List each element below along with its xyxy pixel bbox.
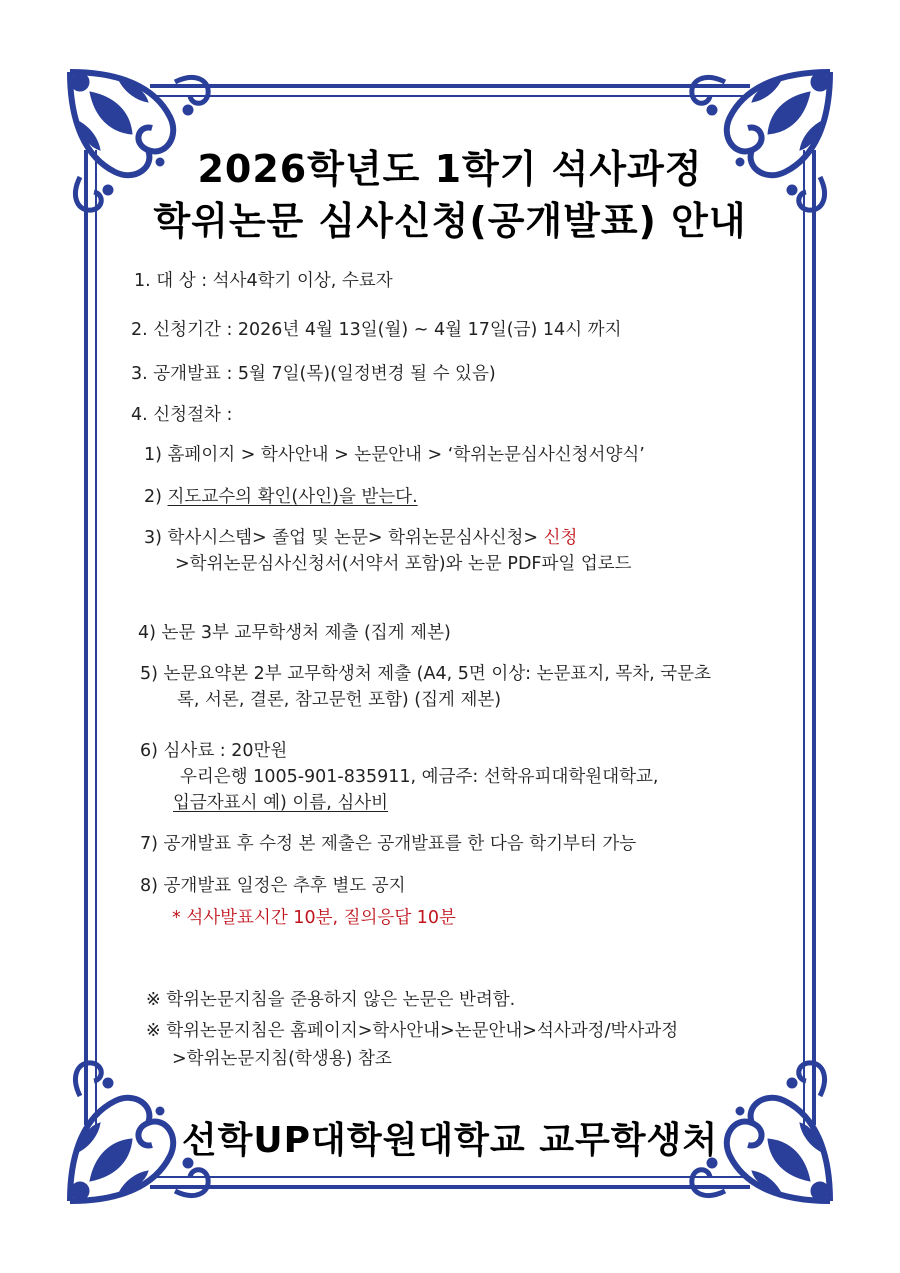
step-2-text: 지도교수의 확인(사인)을 받는다. [167, 487, 418, 507]
title-line-2: 학위논문 심사신청(공개발표) 안내 [153, 199, 747, 243]
step-3 [144, 527, 577, 549]
item-target: 1. 대 상 : 석사4학기 이상, 수료자 [134, 271, 393, 291]
item-procedure: 4. 신청절차 : [131, 405, 233, 425]
step-6-line-3: 입금자표시 예) 이름, 심사비 [173, 793, 389, 813]
item-presentation: 3. 공개발표 : 5월 7일(목)(일정변경 될 수 있음) [131, 364, 496, 384]
note-2-line-1: ※ 학위논문지침은 홈페이지>학사안내>논문안내>석사과정/박사과정 [146, 1021, 679, 1041]
note-1: ※ 학위논문지침을 준용하지 않은 논문은 반려함. [146, 990, 516, 1010]
issuer-footer: 선학UP대학원대학교 교무학생처 [181, 1120, 719, 1161]
step-7: 7) 공개발표 후 수정 본 제출은 공개발표를 한 다음 학기부터 가능 [140, 834, 637, 854]
step-2 [144, 486, 418, 508]
step-3-highlight: 신청 [543, 528, 578, 548]
step-8: 8) 공개발표 일정은 추후 별도 공지 [140, 876, 406, 896]
step-1: 1) 홈페이지 > 학사안내 > 논문안내 > ‘학위논문심사신청서양식’ [144, 445, 645, 465]
step-3-text: 3) 학사시스템> 졸업 및 논문> 학위논문심사신청> [144, 528, 544, 548]
step-2-prefix: 2) [144, 487, 168, 507]
step-3-continuation: >학위논문심사신청서(서약서 포함)와 논문 PDF파일 업로드 [175, 554, 632, 574]
step-5-line-2: 록, 서론, 결론, 참고문헌 포함) (집게 제본) [177, 690, 502, 710]
note-2-line-2: >학위논문지침(학생용) 참조 [172, 1049, 392, 1069]
step-6-line-1: 6) 심사료 : 20만원 [140, 741, 288, 761]
title-line-1: 2026학년도 1학기 석사과정 [197, 147, 703, 191]
step-5-line-1: 5) 논문요약본 2부 교무학생처 제출 (A4, 5면 이상: 논문표지, 목차, 국문초 [140, 664, 711, 684]
step-4: 4) 논문 3부 교무학생처 제출 (집게 제본) [138, 623, 451, 643]
step-6-line-2: 우리은행 1005-901-835911, 예금주: 선학유피대학원대학교, [180, 767, 659, 787]
step-8-note: * 석사발표시간 10분, 질의응답 10분 [172, 908, 456, 928]
item-period: 2. 신청기간 : 2026년 4월 13일(월) ~ 4월 17일(금) 14시 까지 [131, 320, 622, 340]
